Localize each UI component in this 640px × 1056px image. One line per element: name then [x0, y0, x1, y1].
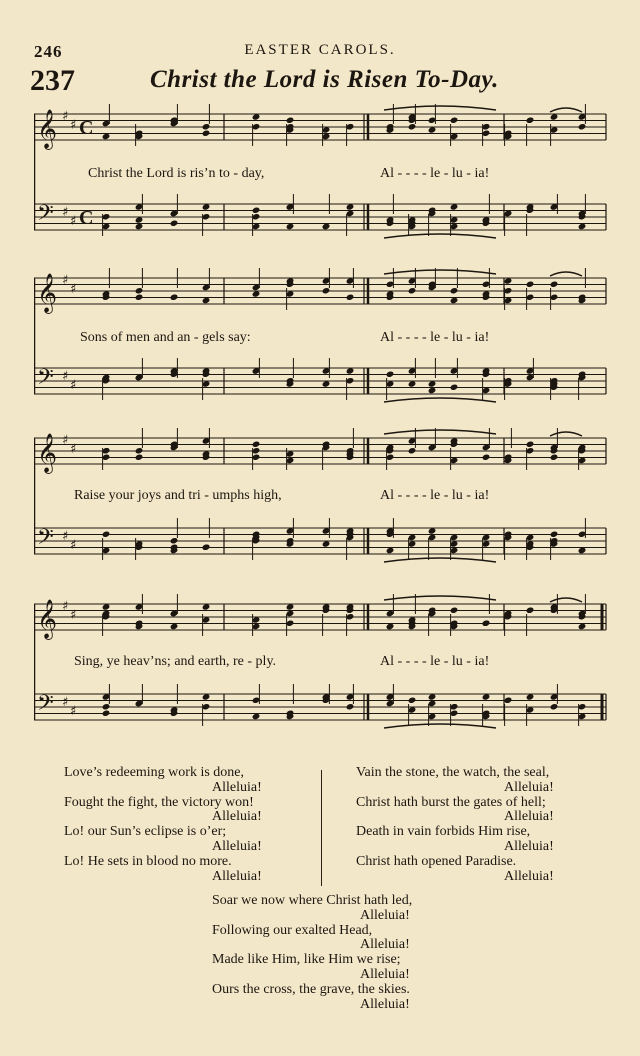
note-head — [550, 281, 559, 288]
lyric-alleluia-2: Al - - - - le - lu - ia! — [380, 330, 490, 345]
note-head — [102, 710, 111, 717]
lyric-line-4: Sing, ye heav’ns; and earth, re - ply. — [74, 654, 277, 669]
music-notation — [34, 428, 608, 588]
note-head — [450, 384, 459, 391]
slur — [550, 432, 582, 436]
hymn-title: Christ the Lord is Risen To-Day. — [150, 66, 499, 93]
verse-line: Fought the fight, the victory won! — [64, 794, 254, 810]
note-head — [450, 117, 459, 124]
verse-refrain: Alleluia! — [360, 937, 410, 953]
sharp-icon: ♯ — [70, 282, 77, 297]
verse-refrain: Alleluia! — [360, 966, 410, 982]
section-heading: EASTER CAROLS. — [244, 42, 396, 58]
sharp-icon: ♯ — [62, 529, 69, 544]
note-head — [408, 697, 417, 704]
verse-2 — [64, 766, 314, 884]
verse-4 — [212, 894, 492, 1012]
note-head — [202, 123, 211, 130]
sharp-icon: ♯ — [70, 214, 77, 229]
verse-refrain: Alleluia! — [360, 996, 410, 1012]
verse-line: Following our exalted Head, — [212, 922, 373, 938]
verse-refrain: Alleluia! — [212, 868, 262, 884]
sharp-icon: ♯ — [70, 538, 77, 553]
music-notation — [34, 268, 608, 428]
note-head — [578, 123, 587, 130]
verse-refrain: Alleluia! — [212, 779, 262, 795]
verse-line: Lo! He sets in blood no more. — [64, 853, 232, 869]
slur — [384, 106, 496, 110]
note-head — [102, 531, 111, 538]
verse-refrain: Alleluia! — [504, 779, 554, 795]
note-head — [170, 294, 179, 301]
common-time-icon: C — [79, 117, 94, 139]
music-system-4 — [34, 594, 608, 754]
note-head — [550, 531, 559, 538]
bass-staff — [34, 528, 606, 554]
verse-refrain: Alleluia! — [212, 809, 262, 825]
lyric-alleluia-3: Al - - - - le - lu - ia! — [380, 488, 490, 503]
sharp-icon: ♯ — [62, 433, 69, 448]
note-head — [135, 447, 144, 454]
note-head — [286, 117, 295, 124]
bass-staff — [34, 368, 606, 394]
note-head — [322, 287, 331, 294]
note-head — [526, 607, 535, 614]
note-head — [450, 287, 459, 294]
verse-line: Lo! our Sun’s eclipse is o’er; — [64, 824, 227, 840]
slur — [550, 598, 582, 602]
note-head — [526, 441, 535, 448]
note-head — [526, 281, 535, 288]
page-number: 246 — [34, 42, 63, 61]
bass-clef-icon: 𝄢 — [37, 201, 54, 231]
bass-clef-icon: 𝄢 — [37, 525, 54, 555]
slur — [550, 272, 582, 276]
verse-refrain: Alleluia! — [504, 809, 554, 825]
note-head — [526, 117, 535, 124]
hymn-number: 237 — [30, 64, 75, 97]
slur — [384, 430, 496, 434]
verse-refrain: Alleluia! — [360, 907, 410, 923]
verse-line: Christ hath burst the gates of hell; — [356, 794, 546, 810]
sharp-icon: ♯ — [70, 442, 77, 457]
sharp-icon: ♯ — [62, 273, 69, 288]
verse-refrain: Alleluia! — [504, 838, 554, 854]
verse-line: Soar we now where Christ hath led, — [212, 893, 413, 908]
note-head — [482, 454, 491, 461]
sharp-icon: ♯ — [62, 369, 69, 384]
lyric-alleluia-1: Al - - - - le - lu - ia! — [380, 166, 490, 181]
slur — [384, 558, 496, 562]
verse-3 — [356, 766, 616, 884]
note-head — [135, 294, 144, 301]
lyric-line-3: Raise your joys and tri - umphs high, — [74, 488, 282, 503]
note-head — [504, 697, 513, 704]
music-system-2 — [34, 268, 608, 428]
verse-line: Vain the stone, the watch, the seal, — [356, 765, 550, 780]
lyric-alleluia-4: Al - - - - le - lu - ia! — [380, 654, 490, 669]
note-head — [102, 703, 111, 710]
treble-staff — [34, 604, 606, 630]
note-head — [135, 287, 144, 294]
treble-clef-icon: 𝄞 — [37, 433, 58, 473]
common-time-icon: C — [79, 207, 94, 229]
treble-staff — [34, 114, 606, 140]
slur — [384, 596, 496, 600]
slur — [384, 270, 496, 274]
verse-line: Love’s redeeming work is done, — [64, 765, 245, 780]
bass-clef-icon: 𝄢 — [37, 691, 54, 721]
note-head — [408, 123, 417, 130]
sharp-icon: ♯ — [70, 608, 77, 623]
slur — [384, 724, 496, 728]
verse-line: Death in vain forbids Him rise, — [356, 824, 531, 840]
note-head — [482, 620, 491, 627]
music-system-3 — [34, 428, 608, 588]
sharp-icon: ♯ — [70, 118, 77, 133]
note-head — [346, 294, 355, 301]
treble-clef-icon: 𝄞 — [37, 273, 58, 313]
verse-refrain: Alleluia! — [504, 868, 554, 884]
note-head — [450, 607, 459, 614]
slur — [384, 234, 496, 238]
sharp-icon: ♯ — [62, 599, 69, 614]
bass-clef-icon: 𝄢 — [37, 365, 54, 395]
lyric-line-1: Christ the Lord is ris’n to - day, — [88, 166, 265, 181]
bass-staff — [34, 694, 606, 720]
music-system-1 — [34, 104, 608, 264]
music-notation — [34, 104, 608, 264]
treble-staff — [34, 278, 606, 304]
verse-line: Ours the cross, the grave, the skies. — [212, 981, 410, 997]
slur — [384, 398, 496, 402]
note-head — [408, 287, 417, 294]
note-head — [408, 447, 417, 454]
bass-staff — [34, 204, 606, 230]
verse-refrain: Alleluia! — [212, 838, 262, 854]
sharp-icon: ♯ — [62, 205, 69, 220]
note-head — [202, 544, 211, 551]
music-notation — [34, 594, 608, 754]
note-head — [252, 441, 261, 448]
note-head — [170, 220, 179, 227]
note-head — [135, 454, 144, 461]
note-head — [550, 703, 559, 710]
sharp-icon: ♯ — [70, 378, 77, 393]
note-head — [252, 207, 261, 214]
note-head — [202, 130, 211, 137]
note-head — [170, 537, 179, 544]
sharp-icon: ♯ — [62, 695, 69, 710]
note-head — [386, 371, 395, 378]
treble-clef-icon: 𝄞 — [37, 599, 58, 639]
treble-staff — [34, 438, 606, 464]
column-divider — [321, 770, 322, 886]
note-head — [550, 454, 559, 461]
sharp-icon: ♯ — [70, 704, 77, 719]
lyric-line-2: Sons of men and an - gels say: — [80, 330, 251, 345]
slur — [550, 108, 582, 112]
note-head — [346, 703, 355, 710]
verse-line: Made like Him, like Him we rise; — [212, 952, 401, 968]
sharp-icon: ♯ — [62, 109, 69, 124]
verse-line: Christ hath opened Paradise. — [356, 853, 517, 869]
treble-clef-icon: 𝄞 — [37, 109, 58, 149]
